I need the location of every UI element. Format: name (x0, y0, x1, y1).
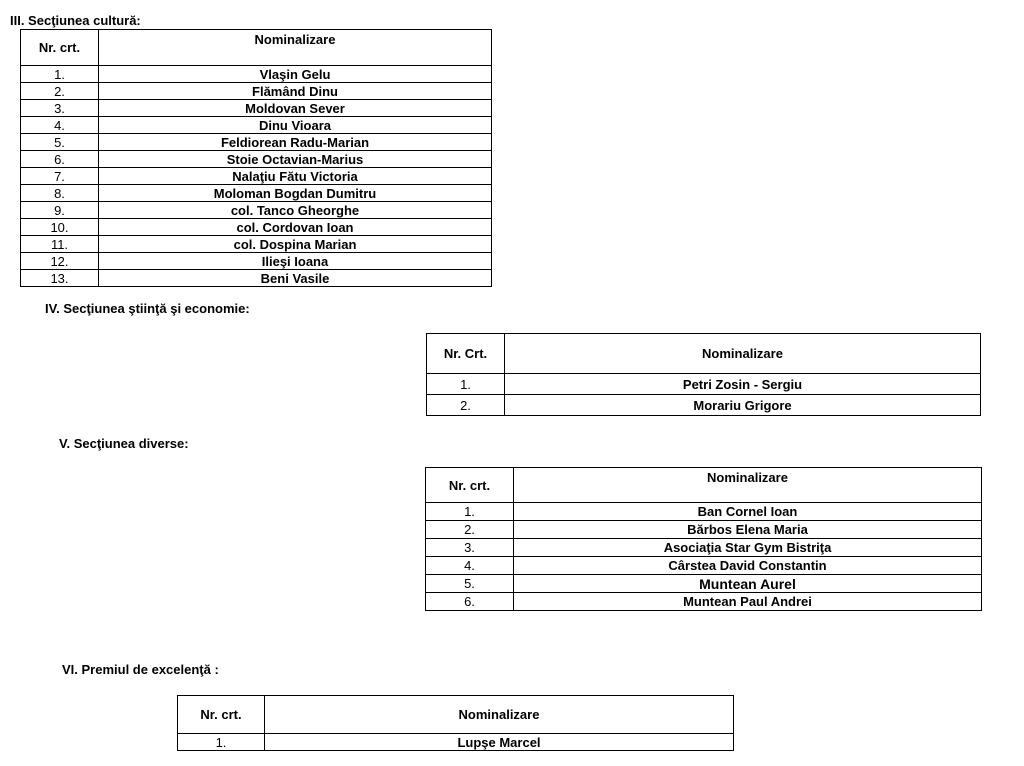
table-row (21, 168, 492, 185)
section-5-title: V. Secţiunea diverse: (59, 436, 189, 451)
row-number: 2. (426, 521, 514, 539)
row-number: 6. (426, 593, 514, 611)
table-row (426, 503, 982, 521)
table-row (426, 593, 982, 611)
header-nr: Nr. Crt. (427, 334, 505, 374)
row-name: Asociaţia Star Gym Bistriţa (514, 539, 982, 557)
table-row (427, 374, 981, 395)
row-number: 5. (426, 575, 514, 593)
row-number: 4. (21, 117, 99, 134)
table-row (426, 557, 982, 575)
row-name: Morariu Grigore (505, 395, 981, 416)
table-row (21, 134, 492, 151)
row-number: 9. (21, 202, 99, 219)
row-name: Feldiorean Radu-Marian (99, 134, 492, 151)
section-3-table (20, 29, 492, 287)
section-4-table (426, 333, 981, 416)
row-number: 12. (21, 253, 99, 270)
row-number: 3. (21, 100, 99, 117)
row-name: Muntean Aurel (514, 575, 982, 593)
row-number: 2. (21, 83, 99, 100)
section-5-table (425, 467, 982, 611)
table-row (21, 253, 492, 270)
row-number: 3. (426, 539, 514, 557)
row-name: Lupşe Marcel (265, 734, 734, 751)
row-name: col. Cordovan Ioan (99, 219, 492, 236)
row-name: Muntean Paul Andrei (514, 593, 982, 611)
row-name: Moldovan Sever (99, 100, 492, 117)
row-number: 1. (21, 66, 99, 83)
table-row (21, 151, 492, 168)
row-name: Flămând Dinu (99, 83, 492, 100)
table-row (427, 395, 981, 416)
table-row (21, 185, 492, 202)
row-name: col. Dospina Marian (99, 236, 492, 253)
row-name: Petri Zosin - Sergiu (505, 374, 981, 395)
table-row (426, 521, 982, 539)
row-name: Moloman Bogdan Dumitru (99, 185, 492, 202)
row-name: Ban Cornel Ioan (514, 503, 982, 521)
table-row (21, 117, 492, 134)
header-nominalizare: Nominalizare (505, 334, 981, 374)
header-nominalizare: Nominalizare (99, 30, 492, 66)
row-number: 13. (21, 270, 99, 287)
table-row (21, 219, 492, 236)
row-name: Bărbos Elena Maria (514, 521, 982, 539)
table-row (178, 734, 734, 751)
table-row (21, 202, 492, 219)
row-number: 1. (178, 734, 265, 751)
row-number: 2. (427, 395, 505, 416)
table-row (21, 270, 492, 287)
row-name: Beni Vasile (99, 270, 492, 287)
row-name: col. Tanco Gheorghe (99, 202, 492, 219)
header-nr: Nr. crt. (426, 468, 514, 503)
row-name: Nalaţiu Fătu Victoria (99, 168, 492, 185)
table-row (21, 83, 492, 100)
row-number: 1. (426, 503, 514, 521)
row-number: 10. (21, 219, 99, 236)
table-row (21, 236, 492, 253)
row-name: Dinu Vioara (99, 117, 492, 134)
row-number: 11. (21, 236, 99, 253)
row-number: 6. (21, 151, 99, 168)
row-number: 4. (426, 557, 514, 575)
section-6-title: VI. Premiul de excelenţă : (62, 662, 219, 677)
section-6-table (177, 695, 734, 751)
table-row (426, 575, 982, 593)
table-row (21, 66, 492, 83)
row-name: Vlaşin Gelu (99, 66, 492, 83)
row-number: 7. (21, 168, 99, 185)
header-nominalizare: Nominalizare (265, 696, 734, 734)
section-4-title: IV. Secţiunea ştiinţă şi economie: (45, 301, 250, 316)
row-name: Stoie Octavian-Marius (99, 151, 492, 168)
table-row (426, 539, 982, 557)
row-name: Ilieşi Ioana (99, 253, 492, 270)
row-number: 8. (21, 185, 99, 202)
table-row (21, 100, 492, 117)
row-number: 1. (427, 374, 505, 395)
section-3-title: III. Secţiunea cultură: (10, 13, 141, 28)
header-nr: Nr. crt. (21, 30, 99, 66)
header-nominalizare: Nominalizare (514, 468, 982, 503)
header-nr: Nr. crt. (178, 696, 265, 734)
row-number: 5. (21, 134, 99, 151)
row-name: Cârstea David Constantin (514, 557, 982, 575)
